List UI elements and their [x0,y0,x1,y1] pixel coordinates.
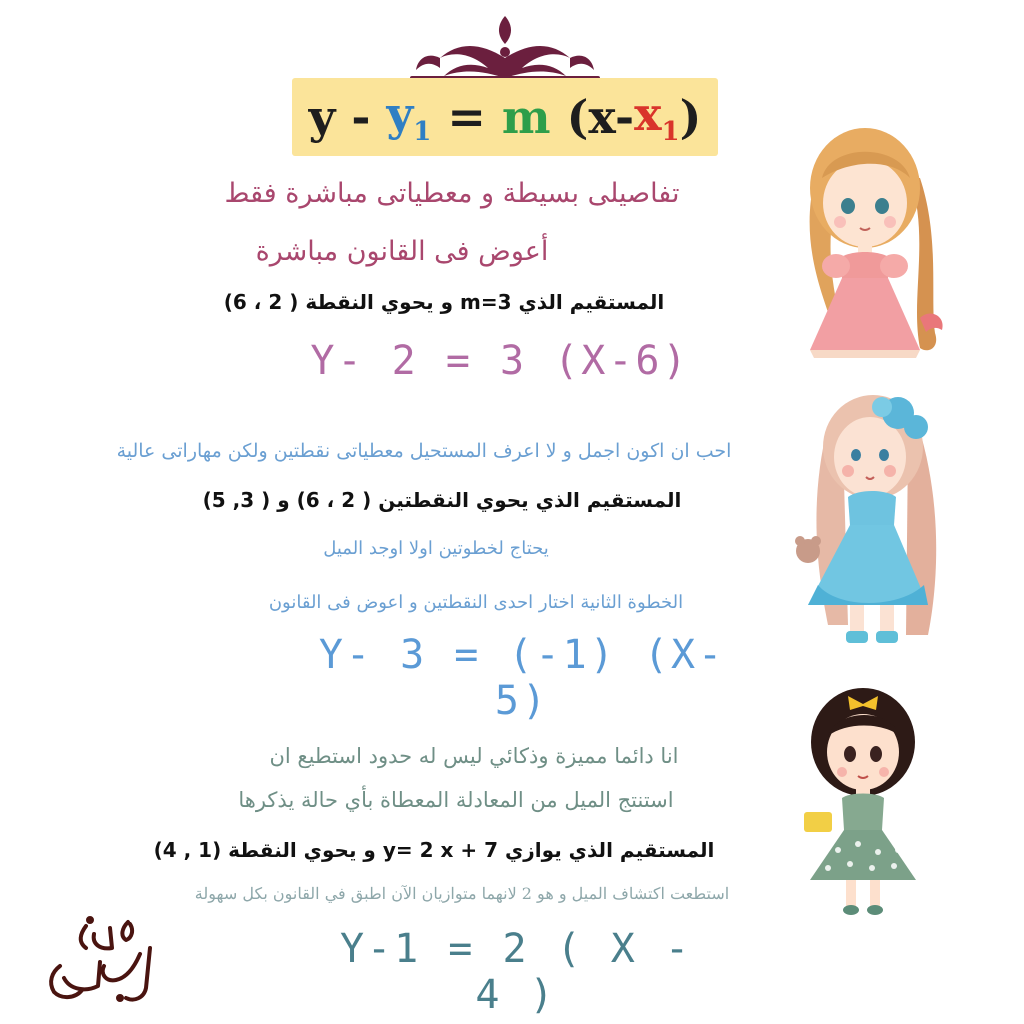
section3-problem: المستقيم الذي يوازي 7 + y= 2 x و يحوي النقطة (1 , 4) [153,838,715,862]
section3-note: استطعت اكتشاف الميل و هو 2 لانهما متوازيان الآن اطبق في القانون بكل سهولة [194,884,730,903]
formula-m: m [501,90,551,144]
section1-intro-line1: تفاصيلى بسيطة و معطياتى مباشرة فقط [224,178,680,209]
section3-intro-line2: استنتج الميل من المعادلة المعطاة بأي حالة يذكرها [238,788,674,812]
section2-step1: يحتاج لخطوتين اولا اوجد الميل [323,538,549,559]
section2-intro: احب ان اكون اجمل و لا اعرف المستحيل معطياتى نقطتين ولكن مهاراتى عالية [116,440,732,462]
formula-close: ) [679,90,702,144]
section2-step2: الخطوة الثانية اختار احدى النقطتين و اعوض فى القانون [268,592,684,613]
formula-minus: - [335,90,387,144]
section1-intro-line2: أعوض فى القانون مباشرة [255,236,549,267]
formula-banner [292,78,718,156]
author-signature [30,908,170,1008]
ornament-flourish [410,12,600,84]
formula-x1: $x_1$ [634,87,680,147]
section3-intro-line1: انا دائما مميزة وذكائي ليس له حدود استطيع ان [269,744,679,768]
section1-answer: Y- 2 = 3 (X-6) [310,338,690,384]
doll-pink-illustration [770,118,960,363]
doll-green-illustration [798,680,928,920]
formula-y: y [308,90,336,144]
formula-equals: = [431,90,502,144]
section1-problem: المستقيم الذي m=3 و يحوي النقطة ( 2 ، 6) [223,290,665,314]
formula-y1: $y_1$ [386,87,432,147]
section3-answer: Y-1 = 2 ( X - 4 ) [339,926,693,1018]
formula-open: (x- [550,90,635,144]
section2-problem: المستقيم الذي يحوي النقطتين ( 2 ، 6) و ( 3, 5) [202,488,682,512]
doll-blue-illustration [778,385,968,650]
section2-answer: Y- 3 = (-1) (X-5) [318,632,726,724]
